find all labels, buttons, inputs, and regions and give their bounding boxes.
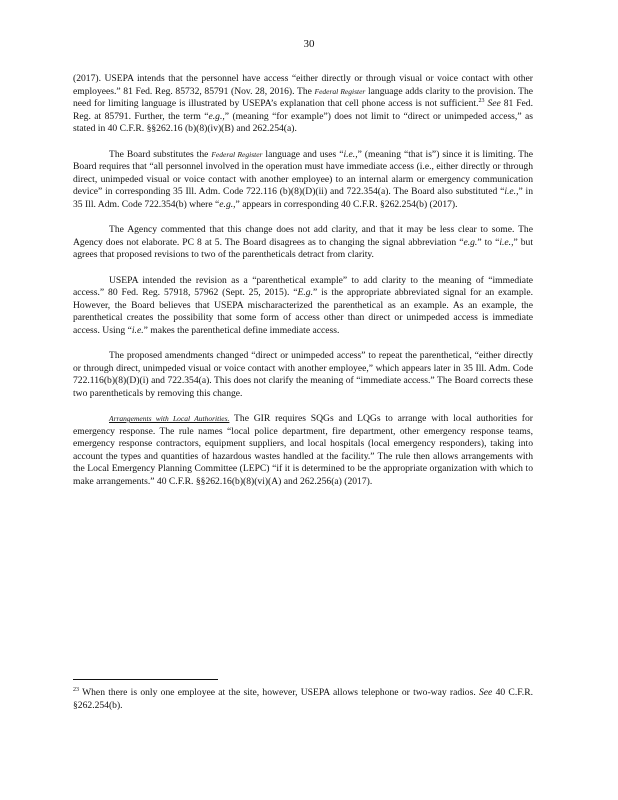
text-run: (2017). USEPA intends that the personnel have access “either directly or through visual or voice contact with other employees.” 81 Fed. Reg. 85732, 85791 (Nov. 28, 2016). The	[73, 73, 533, 97]
text-run: The Board substitutes the	[109, 148, 212, 160]
text-run: The GIR requires SQGs and LQGs to arrange with local authorities for emergency response. The rule names “local police department, fire department, other emergency response teams, emergency response contractors, equipment suppliers, and local hospitals (local emergency responders), taking into account the types and quantities of hazardous wastes handled at the facility.” The rule then allows arrangements with the Local Emergency Planning Committee (LEPC) “if it is determined to be the appropriate organization with which to make arrangements.” 40 C.F.R. §§262.16(b)(8)(vi)(A) and 262.256(a) (2017).	[73, 413, 533, 487]
section-heading: Arrangements with Local Authorities.	[109, 414, 230, 424]
page-number: 30	[303, 38, 315, 50]
text-run: language and uses “	[262, 148, 344, 160]
italic-signal: e.g.,	[219, 198, 236, 210]
italic-signal: i.e.,	[343, 148, 358, 160]
italic-signal: i.e.,	[499, 236, 514, 248]
paragraph-4	[73, 275, 533, 338]
italic-citation: Federal Register	[211, 149, 263, 159]
text-run: When there is only one employee at the site, however, USEPA allows telephone or two-way radios.	[79, 687, 479, 698]
text-run: The proposed amendments changed “direct or unimpeded access” to repeat the parenthetical, “either directly or through direct, unimpeded visual or voice contact with another employee,” which appears later in 35 Ill. Adm. Code 722.116(b)(8)(D)(i) and 722.354(a). This does not clarify the meaning of “immediate access.” The Board corrects these two parentheticals by removing this change.	[73, 350, 533, 399]
paragraph-2	[73, 149, 533, 212]
paragraph-3	[73, 224, 533, 262]
italic-signal: e.g.	[463, 236, 478, 248]
italic-signal: See	[487, 98, 501, 110]
footnote-divider	[73, 679, 218, 680]
text-run: 81 Fed. Reg. at 85791. Further, the term “	[73, 98, 534, 122]
text-run: ” to “	[477, 236, 500, 248]
italic-citation: Federal Register	[314, 86, 366, 96]
italic-signal: i.e.	[131, 324, 144, 336]
italic-signal: i.e.,	[504, 186, 519, 198]
paragraph-5	[73, 350, 533, 400]
paragraph-6	[73, 413, 533, 489]
text-run: USEPA intended the revision as a “parenthetical example” to add clarity to the meaning of “immediate access.” 80 Fed. Reg. 57918, 57962 (Sept. 25, 2015). “	[73, 274, 533, 299]
footnote-23	[73, 687, 533, 712]
text-run: ” is the appropriate abbreviated signal for an example. However, the Board believes that USEPA mischaracterized the parenthetical as an example. As an example, the parenthetical creates the possibility that some form of access other than direct or unimpeded access is immediate access. Using “	[73, 287, 534, 336]
text-run: 40 C.F.R. §262.254(b).	[73, 687, 533, 711]
italic-signal: e.g.,	[208, 110, 225, 122]
text-run: language adds clarity to the provision. The need for limiting language is illustrated by USEPA’s explanation that cell phone access is not sufficient.	[73, 85, 533, 110]
body-text	[73, 73, 533, 501]
text-run: ” in 35 Ill. Adm. Code 722.354(b) where “	[73, 186, 533, 210]
text-run: ” appears in corresponding 40 C.F.R. §262.254(b) (2017).	[235, 198, 458, 210]
italic-signal: E.g.	[297, 287, 313, 299]
text-run: ” makes the parenthetical define immediate access.	[143, 324, 340, 336]
text-run: The Agency commented that this change does not add clarity, and that it may be less clear to some. The Agency does not elaborate. PC 8 at 5. The Board disagrees as to changing the signal abbreviation “	[73, 224, 533, 248]
footnote-ref: 23	[478, 98, 485, 105]
footnote-number: 23	[73, 687, 79, 693]
italic-signal: See	[479, 687, 493, 698]
text-run: ” but agrees that proposed revisions to two of the parentheticals detract from clarity.	[73, 236, 533, 261]
paragraph-1	[73, 73, 533, 136]
text-run: ” (meaning “for example”) does not limit to “direct or unimpeded access,” as stated in 40 C.F.R. §§262.16 (b)(8)(iv)(B) and 262.254(a).	[73, 110, 533, 135]
text-run: ” (meaning “that is”) since it is limiting. The Board requires that “all personnel involved in the operation must have immediate access (i.e., either directly or through direct, unimpeded visual or voice contact with another employee) to an internal alarm or emergency communication device” in corresponding 35 Ill. Adm. Code 722.116 (b)(8)(D)(ii) and 722.354(a). The Board also substituted “	[73, 148, 534, 198]
